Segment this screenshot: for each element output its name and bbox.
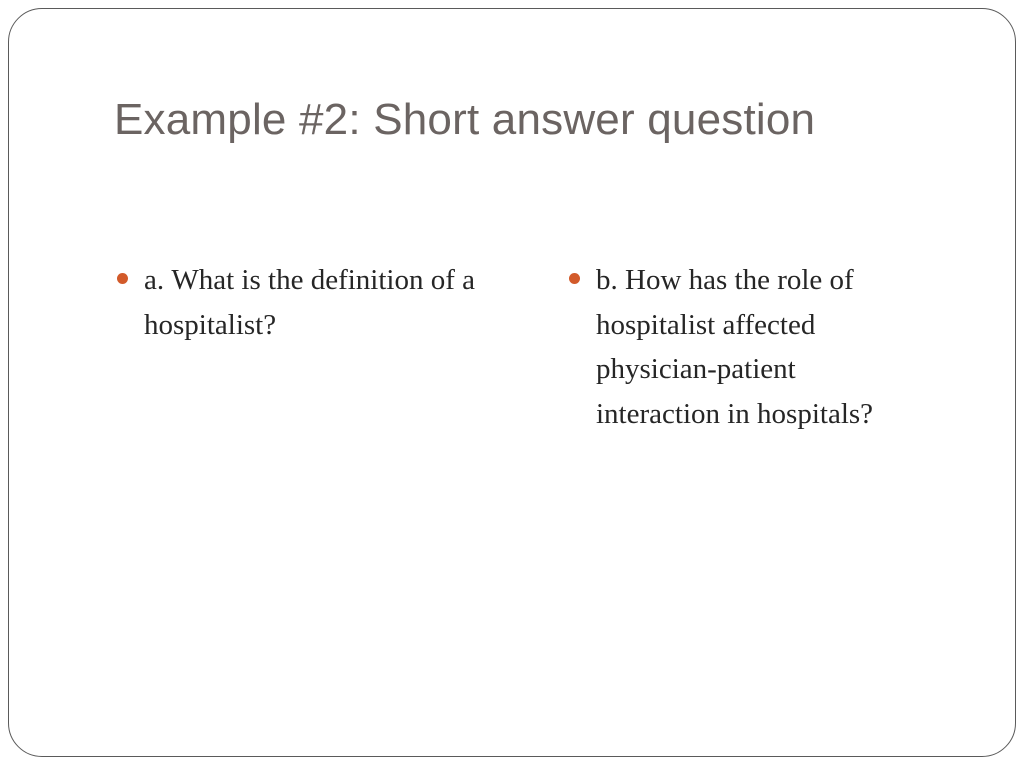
slide-title: Example #2: Short answer question: [114, 95, 816, 144]
question-b-text: b. How has the role of hospitalist affected physician-patient interaction in hospitals?: [596, 264, 874, 430]
bullet-item-b: [566, 258, 926, 436]
left-column: [114, 258, 514, 347]
bullet-icon: [569, 273, 580, 284]
bullet-item-a: [114, 258, 514, 347]
right-column: [566, 258, 926, 436]
bullet-icon: [117, 273, 128, 284]
question-a-text: a. What is the definition of a hospitalist?: [144, 264, 475, 341]
